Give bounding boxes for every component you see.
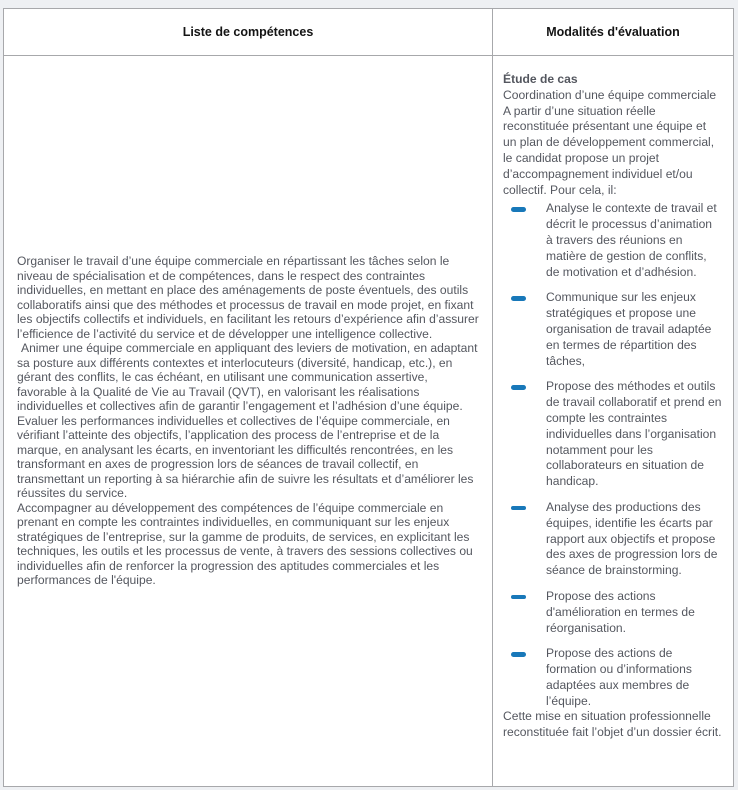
bullet-text: Communique sur les enjeux stratégiques et propose une organisation de travail adaptée en termes de répartition des tâches, — [546, 290, 712, 368]
competence-paragraph-accompagner: Accompagner au développement des compétences de l’équipe commerciale en prenant en compte les contraintes individuelles, en communiquant sur les enjeux stratégiques de l’entreprise, sur la gamme de produits, de services, en explicitant les techniques, les outils et les processus de vente, à travers des sessions collectives ou individuelles afin de renforcer la progression des aptitudes commerciales et les performances de l'équipe. — [17, 500, 473, 588]
competences-header-cell: Liste de compétences — [4, 9, 493, 56]
bullet-item — [503, 379, 722, 490]
bullet-item — [503, 201, 722, 280]
case-study-title: Étude de cas — [503, 72, 578, 86]
case-study-closing-note: Cette mise en situation professionnelle reconstituée fait l’objet d’un dossier écrit. — [503, 709, 722, 740]
competences-evaluation-table — [3, 8, 734, 787]
bullet-item — [503, 500, 722, 579]
bullet-item — [503, 646, 722, 709]
bullet-text: Propose des actions de formation ou d’informations adaptées aux membres de l’équipe. — [546, 646, 692, 708]
bullet-text: Analyse le contexte de travail et décrit le processus d’animation à travers des réunions en matière de gestion de conflits, de motivation et d’adhésion. — [546, 201, 717, 279]
competence-paragraph-animer: Animer une équipe commerciale en appliquant des leviers de motivation, en adaptant sa posture aux différents contextes et interlocuteurs (diversité, handicap, etc.), en gérant des conflits, le cas échéant, en utilisant une communication assertive, favorable à la Qualité de Vie au Travail (QVT), en valorisant les réalisations individuelles et collectives afin de garantir l’engagement et l’adhésion d’une équipe. — [17, 341, 478, 414]
evaluation-header-cell: Modalités d'évaluation — [493, 9, 734, 56]
competence-paragraph-evaluer: Evaluer les performances individuelles et collectives de l’équipe commerciale, en vérifiant l’atteinte des objectifs, l’application des process de l’entreprise et de la marque, en analysant les écarts, en inventoriant les difficultés rencontrées, en les transformant en axes de progression lors de séances de travail collectif, en transmettant un reporting à sa hiérarchie afin de suivre les résultats et d’améliorer les réussites du service. — [17, 413, 474, 501]
bullet-item — [503, 290, 722, 369]
dash-bullet-icon — [511, 595, 526, 600]
dash-bullet-icon — [511, 296, 526, 301]
dash-bullet-icon — [511, 207, 526, 212]
case-study-subject: Coordination d’une équipe commerciale — [503, 87, 717, 102]
bullet-item — [503, 589, 722, 636]
case-study-intro: A partir d’une situation réelle reconstituée présentant une équipe et un plan de développement commercial, le candidat propose un projet d’accompagnement individuel et/ou collectif. Pour cela, il: — [503, 103, 715, 197]
evaluation-cell — [493, 56, 734, 787]
bullet-text: Analyse des productions des équipes, identifie les écarts par rapport aux objectifs et propose des axes de progression lors de séance de brainstorming. — [546, 499, 718, 578]
table-header-row — [4, 9, 734, 56]
dash-bullet-icon — [511, 506, 526, 511]
table-body-row — [4, 56, 734, 787]
bullet-text: Propose des méthodes et outils de travail collaboratif et prend en compte les contraintes individuelles dans l’organisation notamment pour les collaborateurs en situation de handicap. — [546, 379, 722, 489]
dash-bullet-icon — [511, 385, 526, 390]
dash-bullet-icon — [511, 652, 526, 657]
competences-cell — [4, 56, 493, 787]
competence-paragraph-organiser: Organiser le travail d’une équipe commerciale en répartissant les tâches selon le niveau de spécialisation et de compétences, dans le respect des contraintes individuelles, en mettant en place des aménagements de poste éventuels, des outils collaboratifs ainsi que des méthodes et processus de travail en mode projet, en fixant les objectifs collectifs et individuels, en facilitant les retours d’expérience afin d’assurer l’efficience de l’activité du service et de développer une intelligence collective. — [17, 254, 479, 341]
bullet-text: Propose des actions d'amélioration en termes de réorganisation. — [546, 588, 695, 635]
